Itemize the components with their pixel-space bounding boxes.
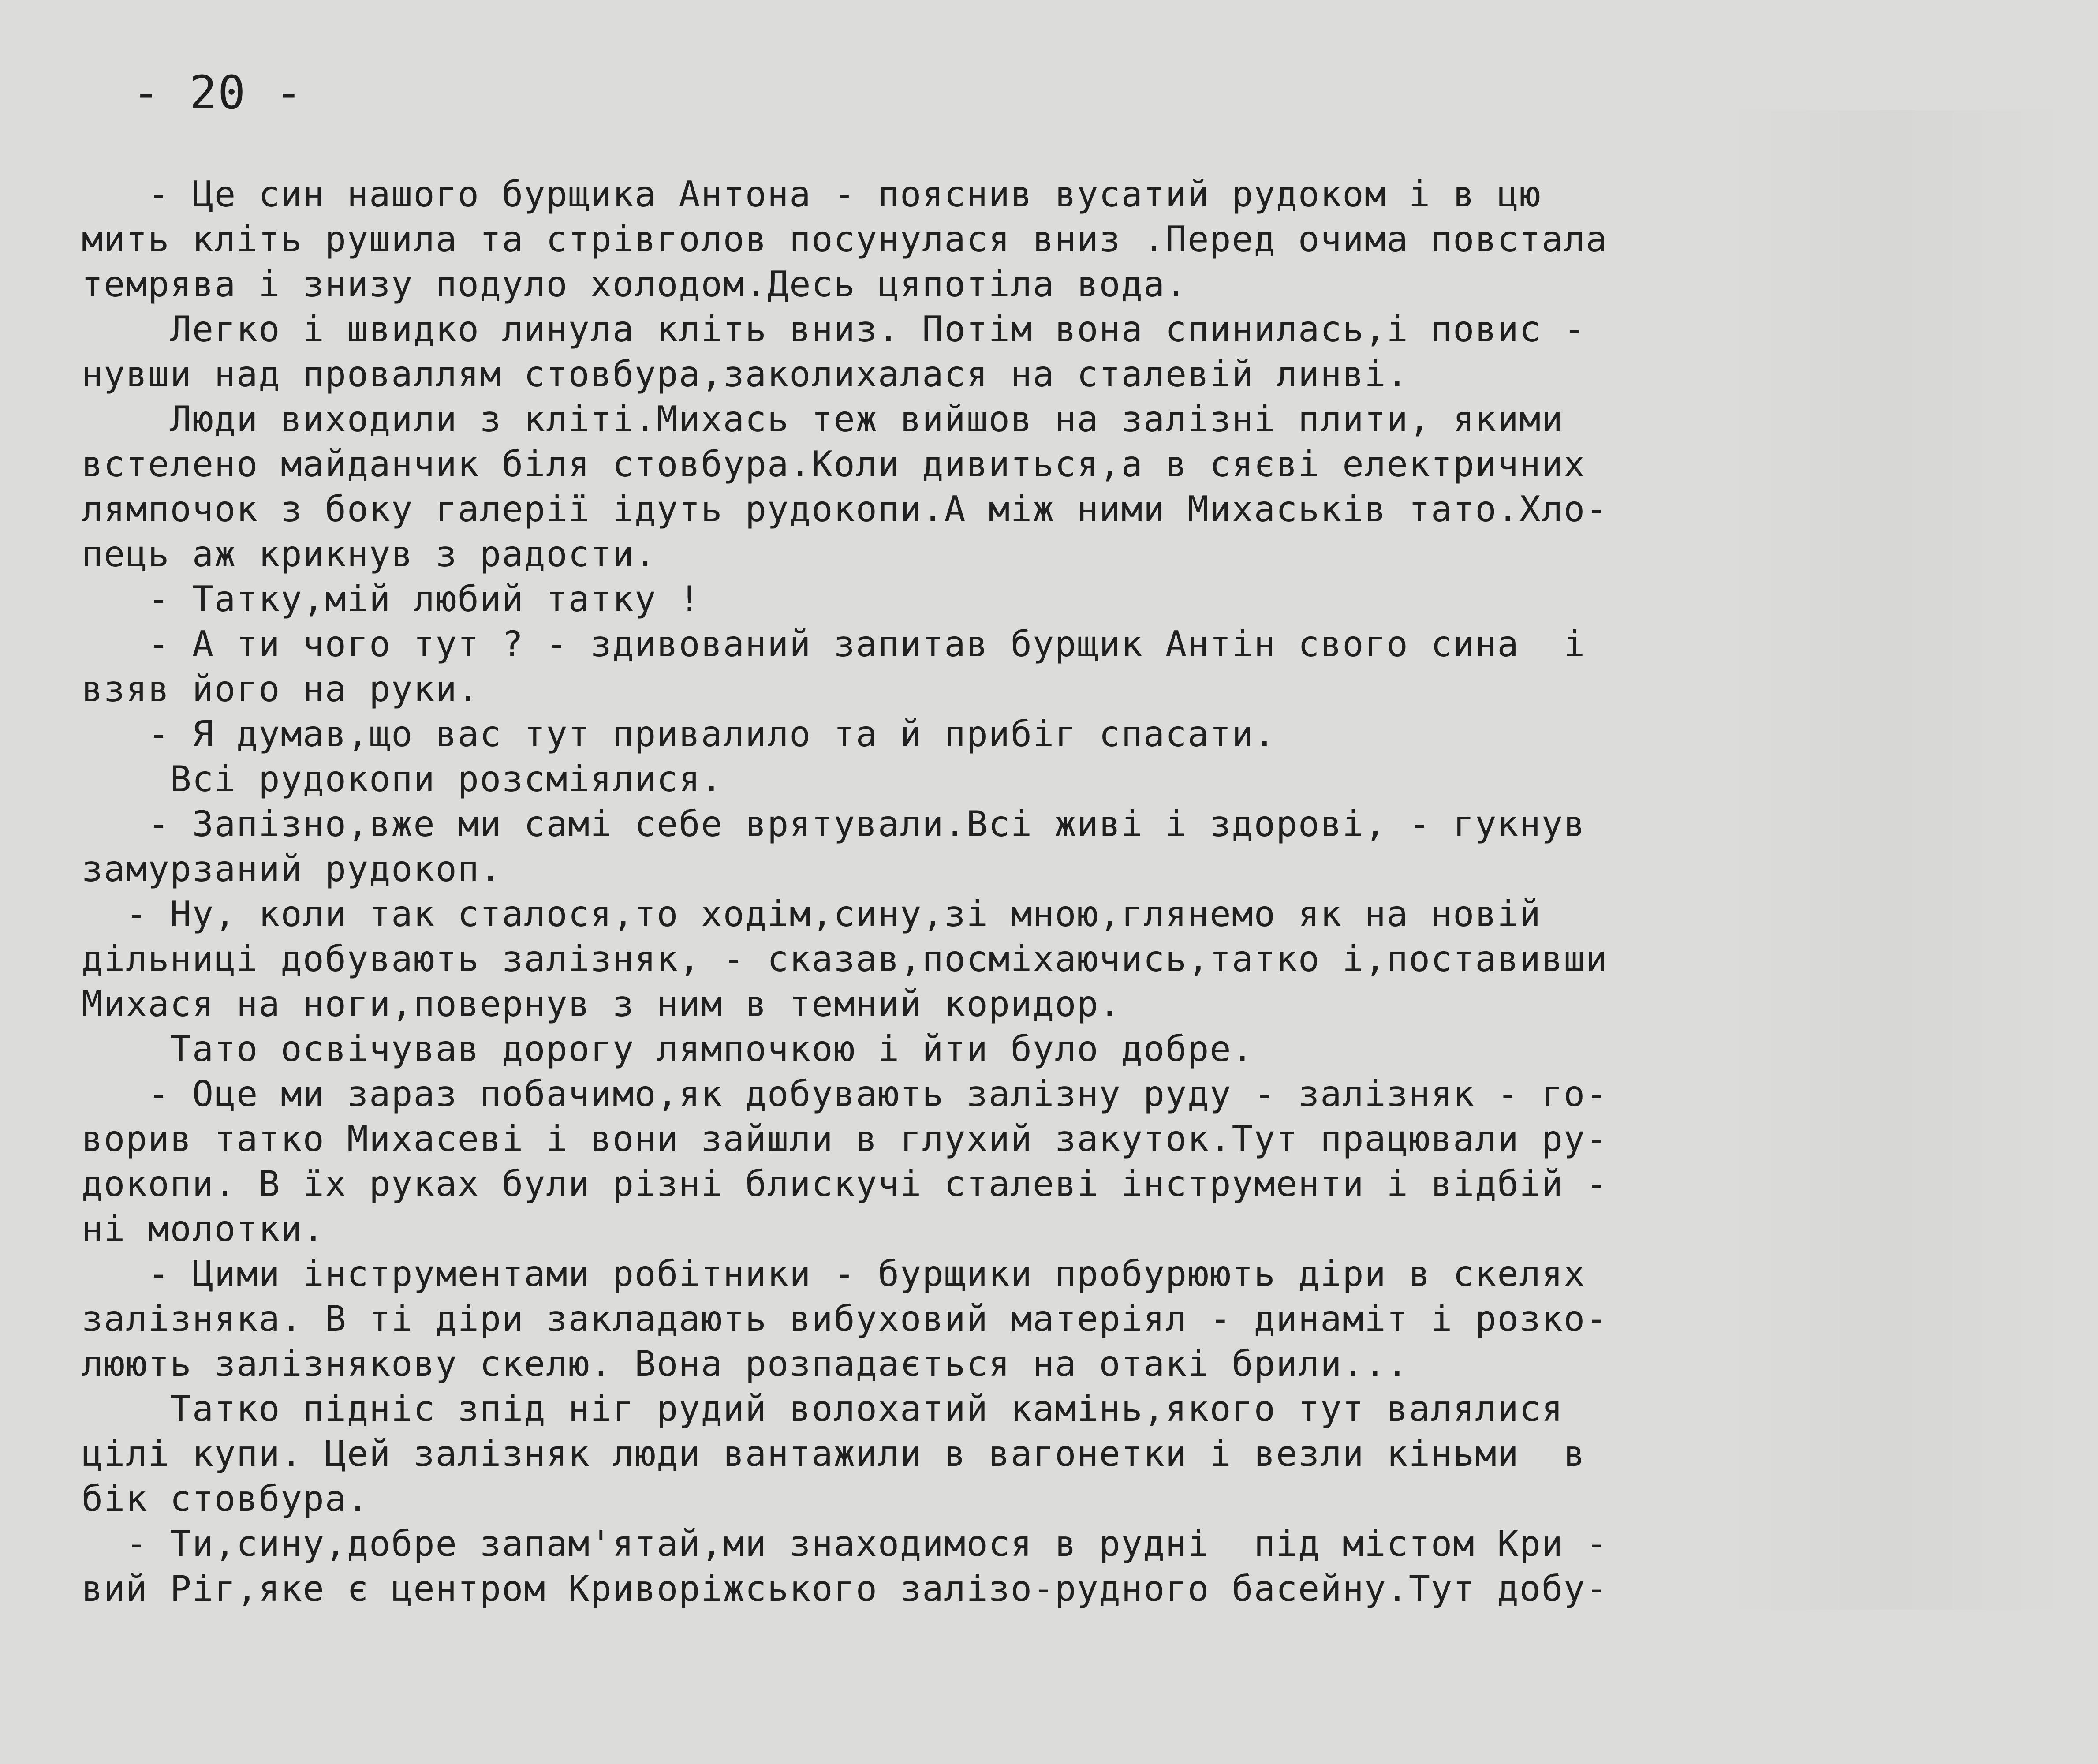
text-line: пець аж крикнув з радости.	[82, 534, 657, 575]
text-line: Михася на ноги,повернув з ним в темний коридор.	[82, 983, 1121, 1024]
text-line: - Я думав,що вас тут привалило та й прибіг спасати.	[82, 714, 1276, 755]
text-line: мить кліть рушила та стрівголов посунулася вниз .Перед очима повстала	[82, 219, 1608, 260]
text-line: вий Ріг,яке є центром Криворіжського залізо-рудного басейну.Тут добу-	[82, 1568, 1608, 1609]
text-line: ворив татко Михасеві і вони зайшли в глухий закуток.Тут працювали ру-	[82, 1118, 1608, 1159]
text-line: докопи. В їх руках були різні блискучі сталеві інструменти і відбій -	[82, 1163, 1608, 1204]
text-line: лямпочок з боку галерії ідуть рудокопи.А між ними Михаськів тато.Хло-	[82, 489, 1608, 530]
text-line: Легко і швидко линула кліть вниз. Потім вона спинилась,і повис -	[82, 309, 1586, 350]
text-line: - Цими інструментами робітники - бурщики пробурюють діри в скелях	[82, 1253, 1586, 1294]
text-line: бік стовбура.	[82, 1478, 370, 1519]
text-line: взяв його на руки.	[82, 669, 480, 710]
text-line: Татко підніс зпід ніг рудий волохатий камінь,якого тут валялися	[82, 1388, 1564, 1429]
text-line: Всі рудокопи розсміялися.	[82, 759, 723, 800]
text-line: - Татку,мій любий татку !	[82, 579, 701, 620]
text-line: люють залізнякову скелю. Вона розпадається на отакі брили...	[82, 1343, 1409, 1384]
text-line: ні молотки.	[82, 1208, 325, 1249]
text-line: - Це син нашого бурщика Антона - пояснив вусатий рудоком і в цю	[82, 174, 1542, 215]
page-number: - 20 -	[132, 66, 303, 120]
text-line: - Оце ми зараз побачимо,як добувають залізну руду - залізняк - го-	[82, 1073, 1608, 1114]
text-line: нувши над проваллям стовбура,заколихалася на сталевій линві.	[82, 354, 1409, 395]
text-line: встелено майданчик біля стовбура.Коли дивиться,а в сяєві електричних	[82, 444, 1586, 485]
text-line: - Ти,сину,добре запам'ятай,ми знаходимося в рудні під містом Кри -	[82, 1523, 1608, 1564]
typewritten-text	[82, 172, 2031, 1611]
text-line: темрява і знизу подуло холодом.Десь цяпотіла вода.	[82, 264, 1188, 305]
text-line: - Запізно,вже ми самі себе врятували.Всі живі і здорові, - гукнув	[82, 804, 1586, 845]
text-line: замурзаний рудокоп.	[82, 848, 502, 889]
text-line: залізняка. В ті діри закладають вибуховий матеріял - динаміт і розко-	[82, 1298, 1608, 1339]
text-line: дільниці добувають залізняк, - сказав,посміхаючись,татко і,поставивши	[82, 938, 1608, 979]
text-line: цілі купи. Цей залізняк люди вантажили в вагонетки і везли кіньми в	[82, 1433, 1586, 1474]
text-line: Люди виходили з кліті.Михась теж вийшов на залізні плити, якими	[82, 399, 1564, 440]
text-line: - А ти чого тут ? - здивований запитав бурщик Антін свого сина і	[82, 624, 1586, 665]
text-line: - Ну, коли так сталося,то ходім,сину,зі мною,глянемо як на новій	[82, 893, 1542, 934]
text-line: Тато освічував дорогу лямпочкою і йти було добре.	[82, 1028, 1254, 1069]
